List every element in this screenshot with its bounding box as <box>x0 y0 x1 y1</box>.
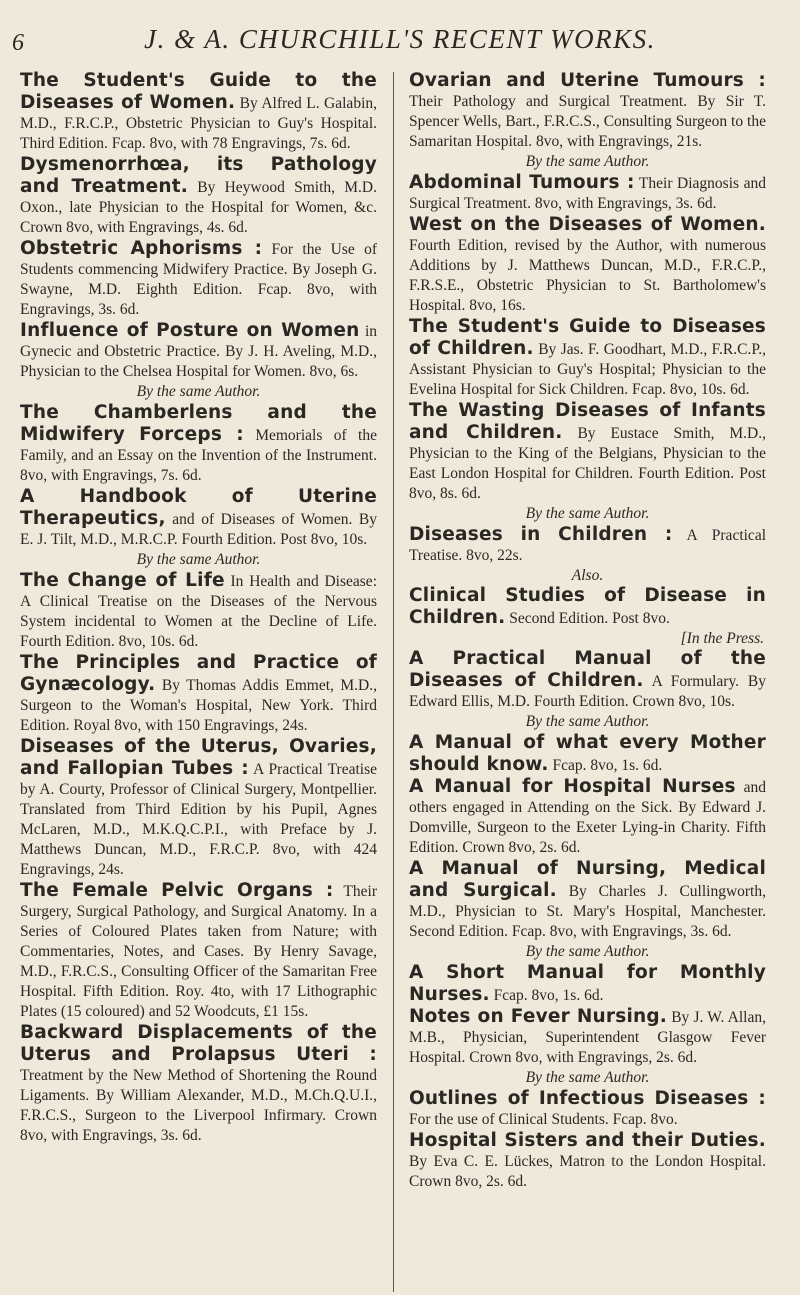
book-description: Their Pathology and Surgical Treatment. By Sir T. Spencer Wells, Bart., F.R.C.S., Consulting Surgeon to the Samaritan Hospital. 8vo, with Engravings, 21s. <box>409 93 766 150</box>
book-description: In Health and Disease: A Clinical Treatise on the Diseases of the Nervous System incidental to Women at the Decline of Life. Fourth Edition. 8vo, 10s. 6d. <box>20 573 377 650</box>
book-entry <box>20 486 377 550</box>
book-title: The Student's Guide to Diseases of Children. <box>409 316 766 359</box>
book-title: Dysmenorrhœa, its Pathology and Treatment. <box>20 154 377 197</box>
book-title: A Manual for Hospital Nurses <box>409 776 736 797</box>
in-press-note: [In the Press. <box>680 630 764 647</box>
book-title: West on the Diseases of Women. <box>409 214 766 235</box>
book-title: Diseases in Children : <box>409 524 673 545</box>
book-entry <box>409 776 766 858</box>
book-entry <box>20 402 377 486</box>
book-entry <box>20 570 377 652</box>
byline-same-author: By the same Author. <box>136 551 261 568</box>
book-entry <box>20 736 377 880</box>
book-entry <box>409 70 766 152</box>
book-description: Their Diagnosis and Surgical Treatment. 8vo, with Engravings, 3s. 6d. <box>409 175 766 212</box>
book-title: Outlines of Infectious Diseases : <box>409 1088 766 1109</box>
book-description: For the Use of Students commencing Midwifery Practice. By Joseph G. Swayne, M.D. Eighth Edition. Fcap. 8vo, with Engravings, 3s. 6d. <box>20 241 377 318</box>
book-description: Fcap. 8vo, 1s. 6d. <box>548 757 663 774</box>
book-title: A Practical Manual of the Diseases of Children. <box>409 648 766 691</box>
book-title: The Chamberlens and the Midwifery Forceps : <box>20 402 377 445</box>
book-description: and of Diseases of Women. By E. J. Tilt, M.D., M.R.C.P. Fourth Edition. Post 8vo, 10s. <box>20 511 377 548</box>
book-title: A Handbook of Uterine Therapeutics, <box>20 486 377 529</box>
book-entry <box>20 70 377 154</box>
book-entry <box>409 1088 766 1130</box>
book-entry <box>409 1006 766 1068</box>
book-entry <box>409 962 766 1006</box>
book-description: By Charles J. Cullingworth, M.D., Physician to St. Mary's Hospital, Manchester. Second Edition. Fcap. 8vo, with Engravings, 3s. 6d. <box>409 883 766 940</box>
book-entry <box>409 858 766 942</box>
book-description: A Formulary. By Edward Ellis, M.D. Fourth Edition. Crown 8vo, 10s. <box>409 673 766 710</box>
book-title: The Principles and Practice of Gynæcology. <box>20 652 377 695</box>
book-description: Second Edition. Post 8vo. <box>505 610 670 627</box>
book-description: By Thomas Addis Emmet, M.D., Surgeon to the Woman's Hospital, New York. Third Edition. Royal 8vo, with 150 Engravings, 24s. <box>20 677 377 734</box>
book-title: The Wasting Diseases of Infants and Children. <box>409 400 766 443</box>
running-head: J. & A. CHURCHILL'S RECENT WORKS. <box>144 24 656 54</box>
book-description: By Heywood Smith, M.D. Oxon., late Physician to the Hospital for Women, &c. Crown 8vo, with Engravings, 4s. 6d. <box>20 179 378 236</box>
book-description: By Alfred L. Galabin, M.D., F.R.C.P., Obstetric Physician to Guy's Hospital. Third Edition. Fcap. 8vo, with 78 Engravings, 7s. 6d. <box>20 95 377 152</box>
book-description: and others engaged in Attending on the Sick. By Edward J. Domville, Surgeon to the Exeter Lying-in Charity. Fifth Edition. Crown 8vo, 2s. 6d. <box>409 779 766 856</box>
book-entry <box>20 1022 377 1146</box>
byline-same-author: By the same Author. <box>525 505 650 522</box>
book-title: Clinical Studies of Disease in Children. <box>409 585 766 628</box>
book-title: Hospital Sisters and their Duties. <box>409 1130 766 1151</box>
book-title: Influence of Posture on Women <box>20 320 360 341</box>
book-entry <box>409 316 766 400</box>
book-description: Fcap. 8vo, 1s. 6d. <box>489 987 604 1004</box>
book-title: Notes on Fever Nursing. <box>409 1006 668 1027</box>
book-description: Fourth Edition, revised by the Author, with numerous Additions by J. Matthews Duncan, M.D., F.R.C.P., F.R.S.E., Obstetric Physician to St. Bartholomew's Hospital. 8vo, 16s. <box>409 237 766 314</box>
book-entry <box>20 320 377 382</box>
byline-same-author: By the same Author. <box>136 383 261 400</box>
book-title: Ovarian and Uterine Tumours : <box>409 70 766 91</box>
book-description: A Practical Treatise by A. Courty, Professor of Clinical Surgery, Montpellier. Translated from Third Edition by his Pupil, Agnes McLaren, M.D., M.K.Q.C.P.I., with Preface by J. Matthews Duncan, M.D., F.R.C.P. 8vo, with 424 Engravings, 24s. <box>20 761 377 878</box>
column-divider <box>393 72 394 1292</box>
book-description: A Practical Treatise. 8vo, 22s. <box>409 527 766 564</box>
book-description: By Eustace Smith, M.D., Physician to the King of the Belgians, Physician to the East London Hospital for Children. Fourth Edition. Post 8vo, 8s. 6d. <box>409 425 766 502</box>
book-title: Obstetric Aphorisms : <box>20 238 263 259</box>
book-title: Diseases of the Uterus, Ovaries, and Fallopian Tubes : <box>20 736 377 779</box>
byline-same-author: By the same Author. <box>525 943 650 960</box>
book-entry <box>409 1130 766 1192</box>
book-title: The Student's Guide to the Diseases of Women. <box>20 70 377 113</box>
book-title: The Female Pelvic Organs : <box>20 880 334 901</box>
book-entry <box>20 154 377 238</box>
book-entry <box>20 880 377 1022</box>
book-description: Memorials of the Family, and an Essay on the Invention of the Instrument. 8vo, with Engravings, 7s. 6d. <box>20 427 377 484</box>
book-entry <box>409 400 766 504</box>
book-entry <box>409 214 766 316</box>
byline-same-author: By the same Author. <box>525 1069 650 1086</box>
book-entry <box>20 238 377 320</box>
book-title: The Change of Life <box>20 570 225 591</box>
book-title: A Manual of what every Mother should know. <box>409 732 766 775</box>
left-column <box>20 70 377 1146</box>
book-entry <box>409 172 766 214</box>
book-description: By Eva C. E. Lückes, Matron to the London Hospital. Crown 8vo, 2s. 6d. <box>409 1153 766 1190</box>
book-entry <box>409 524 766 566</box>
book-title: A Short Manual for Monthly Nurses. <box>409 962 766 1005</box>
book-description: Treatment by the New Method of Shortening the Round Ligaments. By William Alexander, M.D., M.Ch.Q.U.I., F.R.C.S., Surgeon to the Liverpool Infirmary. Crown 8vo, with Engravings, 3s. 6d. <box>20 1067 377 1144</box>
byline-same-author: By the same Author. <box>525 153 650 170</box>
byline-same-author: By the same Author. <box>525 713 650 730</box>
also-note: Also. <box>571 567 604 584</box>
book-title: Abdominal Tumours : <box>409 172 635 193</box>
book-entry <box>409 648 766 712</box>
book-description: Their Surgery, Surgical Pathology, and Surgical Anatomy. In a Series of Coloured Plates taken from Nature; with Commentaries, Notes, and Cases. By Henry Savage, M.D., F.R.C.S., Consulting Officer of the Samaritan Free Hospital. Fifth Edition. Roy. 4to, with 17 Lithographic Plates (15 coloured) and 52 Woodcuts, £1 15s. <box>20 883 377 1020</box>
right-column <box>409 70 766 1192</box>
book-description: By Jas. F. Goodhart, M.D., F.R.C.P., Assistant Physician to Guy's Hospital; Physician to the Evelina Hospital for Sick Children. Fcap. 8vo, 10s. 6d. <box>409 341 767 398</box>
book-description: By J. W. Allan, M.B., Physician, Superintendent Glasgow Fever Hospital. Crown 8vo, with Engravings, 2s. 6d. <box>409 1009 766 1066</box>
book-title: A Manual of Nursing, Medical and Surgical. <box>409 858 766 901</box>
book-title: Backward Displacements of the Uterus and Prolapsus Uteri : <box>20 1022 377 1065</box>
page-number: 6 <box>12 30 24 56</box>
book-description: in Gynecic and Obstetric Practice. By J. H. Aveling, M.D., Physician to the Chelsea Hospital for Women. 8vo, 6s. <box>20 323 377 380</box>
book-entry <box>20 652 377 736</box>
book-entry <box>409 585 766 629</box>
book-description: For the use of Clinical Students. Fcap. 8vo. <box>409 1111 678 1128</box>
page-header <box>0 0 800 62</box>
book-entry <box>409 732 766 776</box>
